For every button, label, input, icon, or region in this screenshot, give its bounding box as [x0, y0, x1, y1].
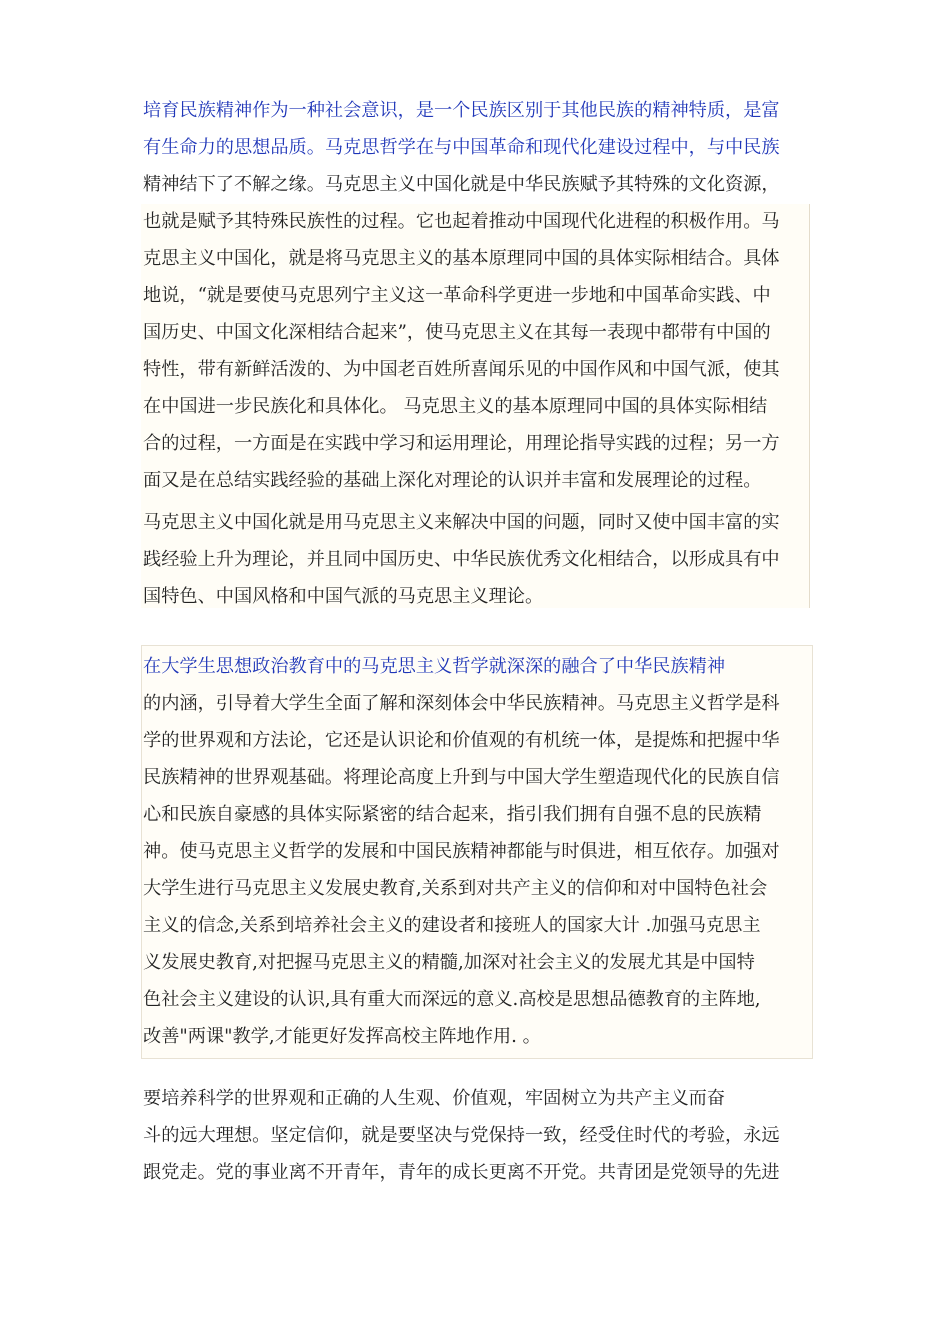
paragraph-line: 义发展史教育,对把握马克思主义的精髓,加深对社会主义的发展尤其是中国特 [143, 952, 755, 973]
paragraph-line: 面又是在总结实践经验的基础上深化对理论的认识并丰富和发展理论的过程。 [143, 470, 762, 491]
paragraph-line: 克思主义中国化，就是将马克思主义的基本原理同中国的具体实际相结合。具体 [143, 248, 780, 269]
paragraph-line: 国历史、中国文化深相结合起来”，使马克思主义在其每一表现中都带有中国的 [143, 322, 771, 343]
paragraph-line: 心和民族自豪感的具体实际紧密的结合起来，指引我们拥有自强不息的民族精 [143, 804, 762, 825]
paragraph-line: 改善"两课"教学,才能更好发挥高校主阵地作用. 。 [143, 1026, 541, 1047]
paragraph-line: 特性，带有新鲜活泼的、为中国老百姓所喜闻乐见的中国作风和中国气派，使其 [143, 359, 780, 380]
paragraph-line: 色社会主义建设的认识,具有重大而深远的意义.高校是思想品德教育的主阵地, [143, 989, 761, 1010]
paragraph-line: 民族精神的世界观基础。将理论高度上升到与中国大学生塑造现代化的民族自信 [143, 767, 780, 788]
paragraph-line: 践经验上升为理论，并且同中国历史、中华民族优秀文化相结合，以形成具有中 [143, 549, 780, 570]
paragraph-line: 地说，“就是要使马克思列宁主义这一革命科学更进一步地和中国革命实践、中 [143, 285, 771, 306]
paragraph-line: 主义的信念,关系到培养社会主义的建设者和接班人的国家大计 .加强马克思主 [143, 915, 761, 936]
paragraph-line: 也就是赋予其特殊民族性的过程。它也起着推动中国现代化进程的积极作用。马 [143, 211, 780, 232]
paragraph-line: 在大学生思想政治教育中的马克思主义哲学就深深的融合了中华民族精神 [143, 656, 726, 677]
paragraph-line: 大学生进行马克思主义发展史教育,关系到对共产主义的信仰和对中国特色社会 [143, 878, 768, 899]
paragraph-line: 在中国进一步民族化和具体化。 马克思主义的基本原理同中国的具体实际相结 [143, 396, 768, 417]
paragraph-line: 斗的远大理想。坚定信仰，就是要坚决与党保持一致，经受住时代的考验，永远 [143, 1125, 780, 1146]
paragraph-line: 神。使马克思主义哲学的发展和中国民族精神都能与时俱进，相互依存。加强对 [143, 841, 780, 862]
paragraph-line: 学的世界观和方法论，它还是认识论和价值观的有机统一体，是提炼和把握中华 [143, 730, 780, 751]
paragraph-line: 培育民族精神作为一种社会意识，是一个民族区别于其他民族的精神特质，是富 [143, 100, 780, 121]
paragraph-line: 的内涵，引导着大学生全面了解和深刻体会中华民族精神。马克思主义哲学是科 [143, 693, 780, 714]
paragraph-line: 马克思主义中国化就是用马克思主义来解决中国的问题，同时又使中国丰富的实 [143, 512, 780, 533]
paragraph-line: 要培养科学的世界观和正确的人生观、价值观，牢固树立为共产主义而奋 [143, 1088, 726, 1109]
paragraph-line [143, 129, 810, 166]
paragraph-line: 精神结下了不解之缘。马克思主义中国化就是中华民族赋予其特殊的文化资源， [143, 174, 780, 195]
paragraph-line-blue-segment: 有生命力的思想品质。马克思哲学在与中国革命和现代化建设过程中，与中民族 [143, 137, 780, 158]
paragraph-line: 合的过程，一方面是在实践中学习和运用理论，用理论指导实践的过程；另一方 [143, 433, 780, 454]
paragraph-line: 跟党走。党的事业离不开青年，青年的成长更离不开党。共青团是党领导的先进 [143, 1162, 780, 1183]
paragraph-line: 国特色、中国风格和中国气派的马克思主义理论。 [143, 586, 544, 607]
